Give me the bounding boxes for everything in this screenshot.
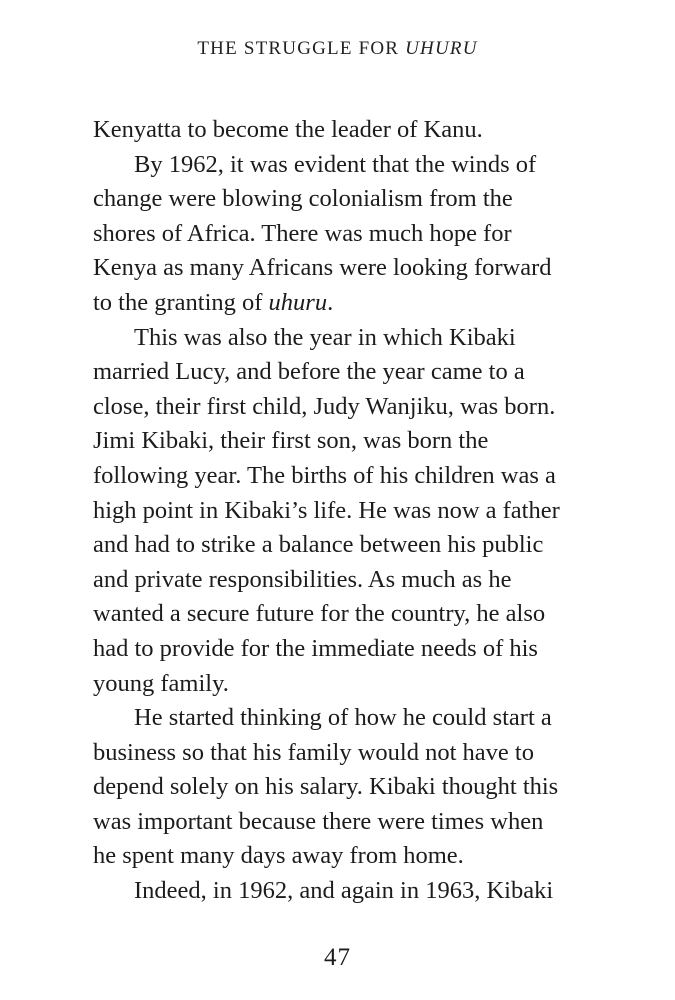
text-line: and had to strike a balance between his public xyxy=(93,531,544,559)
page-number: 47 xyxy=(324,944,351,971)
running-head-italic: UHURU xyxy=(405,38,478,59)
text-line: Jimi Kibaki, their first son, was born the xyxy=(93,427,489,455)
text-line: married Lucy, and before the year came to a xyxy=(93,358,525,386)
text-line: This was also the year in which Kibaki xyxy=(134,323,516,351)
text-line: high point in Kibaki’s life. He was now a father xyxy=(93,496,560,524)
text-line: Indeed, in 1962, and again in 1963, Kibaki xyxy=(134,877,554,905)
text-line: and private responsibilities. As much as he xyxy=(93,565,512,593)
text-line: By 1962, it was evident that the winds of xyxy=(134,150,537,178)
text-line: close, their first child, Judy Wanjiku, was born. xyxy=(93,392,556,420)
text-line: following year. The births of his children was a xyxy=(93,461,556,489)
running-head xyxy=(0,38,675,60)
body-text xyxy=(93,113,603,909)
text-line: he spent many days away from home. xyxy=(93,842,464,870)
text-line: young family. xyxy=(93,669,229,697)
text-line xyxy=(93,286,603,321)
text-line: wanted a secure future for the country, he also xyxy=(93,600,546,628)
text-line: had to provide for the immediate needs of his xyxy=(93,634,538,662)
text-run: to the granting of xyxy=(93,288,269,316)
text-line: change were blowing colonialism from the xyxy=(93,185,513,213)
running-head-main: THE STRUGGLE FOR xyxy=(197,38,406,59)
text-line: He started thinking of how he could start a xyxy=(134,704,552,732)
italic-word: uhuru xyxy=(268,288,328,316)
text-line: business so that his family would not have to xyxy=(93,738,534,766)
text-line: Kenya as many Africans were looking forward xyxy=(93,254,552,282)
text-line: Kenyatta to become the leader of Kanu. xyxy=(93,116,483,143)
text-line: was important because there were times when xyxy=(93,807,544,835)
text-line: depend solely on his salary. Kibaki thought this xyxy=(93,773,559,801)
text-line: shores of Africa. There was much hope for xyxy=(93,219,512,247)
text-run: . xyxy=(327,288,334,316)
